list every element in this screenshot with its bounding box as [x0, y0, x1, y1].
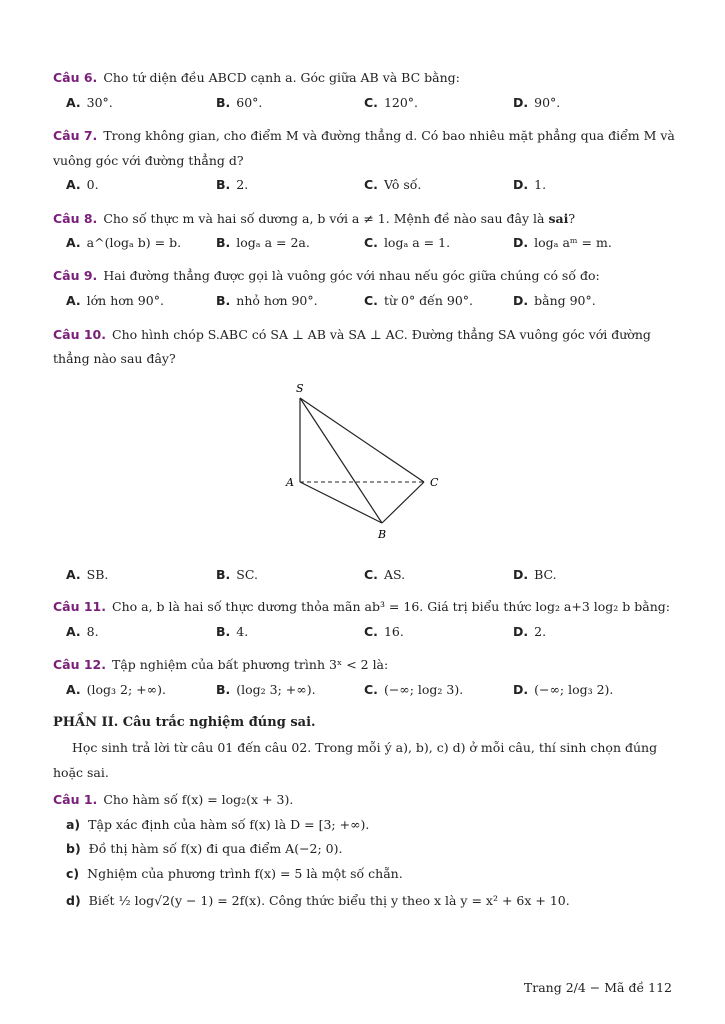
- question-9: [53, 268, 600, 284]
- question-8: Câu 8. Cho số thực m và hai số dương a, b với a ≠ 1. Mệnh đề nào sau đây là sai?: [53, 211, 576, 226]
- question-text: Cho hình chóp S.ABC có SA ⊥ AB và SA ⊥ AC. Đường thẳng SA vuông góc với đường: [112, 327, 651, 342]
- question-text: Cho số thực m và hai số dương a, b với a ≠ 1. Mệnh đề nào sau đây là: [103, 211, 545, 226]
- edge-AB: [300, 482, 382, 523]
- edge-SB: [300, 398, 382, 523]
- option-c: C. 120°.: [364, 95, 419, 110]
- question-12: [53, 657, 388, 673]
- vertex-S-label: S: [296, 382, 304, 395]
- question-7-continued: vuông góc với đường thẳng d?: [53, 153, 244, 168]
- option-d: D. 1.: [513, 177, 547, 192]
- section-intro: Học sinh trả lời từ câu 01 đến câu 02. Trong mỗi ý a), b), c) d) ở mỗi câu, thí sinh chọn đúng: [72, 740, 658, 755]
- option-d: D. BC.: [513, 567, 557, 582]
- edge-SC: [300, 398, 424, 482]
- option-b: B. 4.: [216, 624, 249, 639]
- option-c: C. AS.: [364, 567, 406, 582]
- question-6-options: [66, 95, 626, 111]
- section-intro-continued: hoặc sai.: [53, 765, 109, 780]
- question-text: Cho a, b là hai số thực dương thỏa mãn ab³ = 16. Giá trị biểu thức log₂ a+3 log₂ b bằng:: [112, 599, 670, 614]
- statement-d: d) Biết ½ log√2(y − 1) = 2f(x). Công thức biểu thị y theo x là y = x² + 6x + 10.: [66, 893, 570, 908]
- option-b: B. 2.: [216, 177, 249, 192]
- question-label: Câu 9.: [53, 268, 98, 283]
- option-b: B. logₐ a = 2a.: [216, 235, 310, 250]
- option-c: C. từ 0° đến 90°.: [364, 293, 474, 308]
- question-label: Câu 6.: [53, 70, 98, 85]
- page-footer: Trang 2/4 − Mã đề 112: [523, 980, 672, 995]
- vertex-B-label: B: [378, 528, 387, 541]
- option-b: B. SC.: [216, 567, 258, 582]
- option-d: D. 90°.: [513, 95, 561, 110]
- option-c: C. 16.: [364, 624, 404, 639]
- option-b: B. nhỏ hơn 90°.: [216, 293, 318, 308]
- option-d: D. logₐ aᵐ = m.: [513, 235, 612, 250]
- question-text: Cho tứ diện đều ABCD cạnh a. Góc giữa AB và BC bằng:: [103, 70, 460, 85]
- question-text: Tập nghiệm của bất phương trình 3ˣ < 2 là:: [112, 657, 389, 672]
- question-text: Cho hàm số f(x) = log₂(x + 3).: [103, 792, 294, 807]
- option-a: A. a^(logₐ b) = b.: [66, 235, 182, 250]
- emphasis-word: sai: [548, 211, 569, 226]
- question-8-options: [66, 235, 626, 251]
- question-12-options: [66, 682, 626, 698]
- option-b: B. (log₂ 3; +∞).: [216, 682, 316, 697]
- question-7-options: [66, 177, 626, 193]
- option-a: A. (log₃ 2; +∞).: [66, 682, 166, 697]
- question-6: [53, 70, 460, 86]
- option-d: D. (−∞; log₃ 2).: [513, 682, 614, 697]
- statement-a: a) Tập xác định của hàm số f(x) là D = [3; +∞).: [66, 817, 370, 832]
- option-c: C. (−∞; log₂ 3).: [364, 682, 464, 697]
- option-d: D. bằng 90°.: [513, 293, 596, 308]
- option-a: A. 0.: [66, 177, 99, 192]
- section-title: PHẦN II. Câu trắc nghiệm đúng sai.: [53, 715, 316, 730]
- option-c: C. Vô số.: [364, 177, 422, 192]
- question-label: Câu 8.: [53, 211, 98, 226]
- question-7: [53, 128, 675, 144]
- question-text: Trong không gian, cho điểm M và đường thẳng d. Có bao nhiêu mặt phẳng qua điểm M và: [103, 128, 675, 143]
- option-b: B. 60°.: [216, 95, 263, 110]
- pyramid-figure: [270, 378, 460, 548]
- question-11: [53, 599, 670, 615]
- option-a: A. lớn hơn 90°.: [66, 293, 164, 308]
- option-a: A. SB.: [66, 567, 109, 582]
- question-11-options: [66, 624, 626, 640]
- option-d: D. 2.: [513, 624, 547, 639]
- vertex-A-label: A: [286, 476, 294, 489]
- question-label: Câu 11.: [53, 599, 107, 614]
- question-label: Câu 7.: [53, 128, 98, 143]
- question-text: Hai đường thẳng được gọi là vuông góc với nhau nếu góc giữa chúng có số đo:: [103, 268, 600, 283]
- question-label: Câu 10.: [53, 327, 107, 342]
- question-label: Câu 12.: [53, 657, 107, 672]
- option-a: A. 8.: [66, 624, 99, 639]
- statement-c: c) Nghiệm của phương trình f(x) = 5 là một số chẵn.: [66, 866, 403, 881]
- question-label: Câu 1.: [53, 792, 98, 807]
- part2-question-1: [53, 792, 293, 808]
- option-c: C. logₐ a = 1.: [364, 235, 451, 250]
- question-10-options: [66, 567, 626, 583]
- question-9-options: [66, 293, 626, 309]
- option-a: A. 30°.: [66, 95, 113, 110]
- question-10-continued: thẳng nào sau đây?: [53, 351, 176, 366]
- statement-b: b) Đồ thị hàm số f(x) đi qua điểm A(−2; 0).: [66, 841, 343, 856]
- question-10: [53, 327, 651, 343]
- vertex-C-label: C: [430, 476, 439, 489]
- edge-BC: [382, 482, 424, 523]
